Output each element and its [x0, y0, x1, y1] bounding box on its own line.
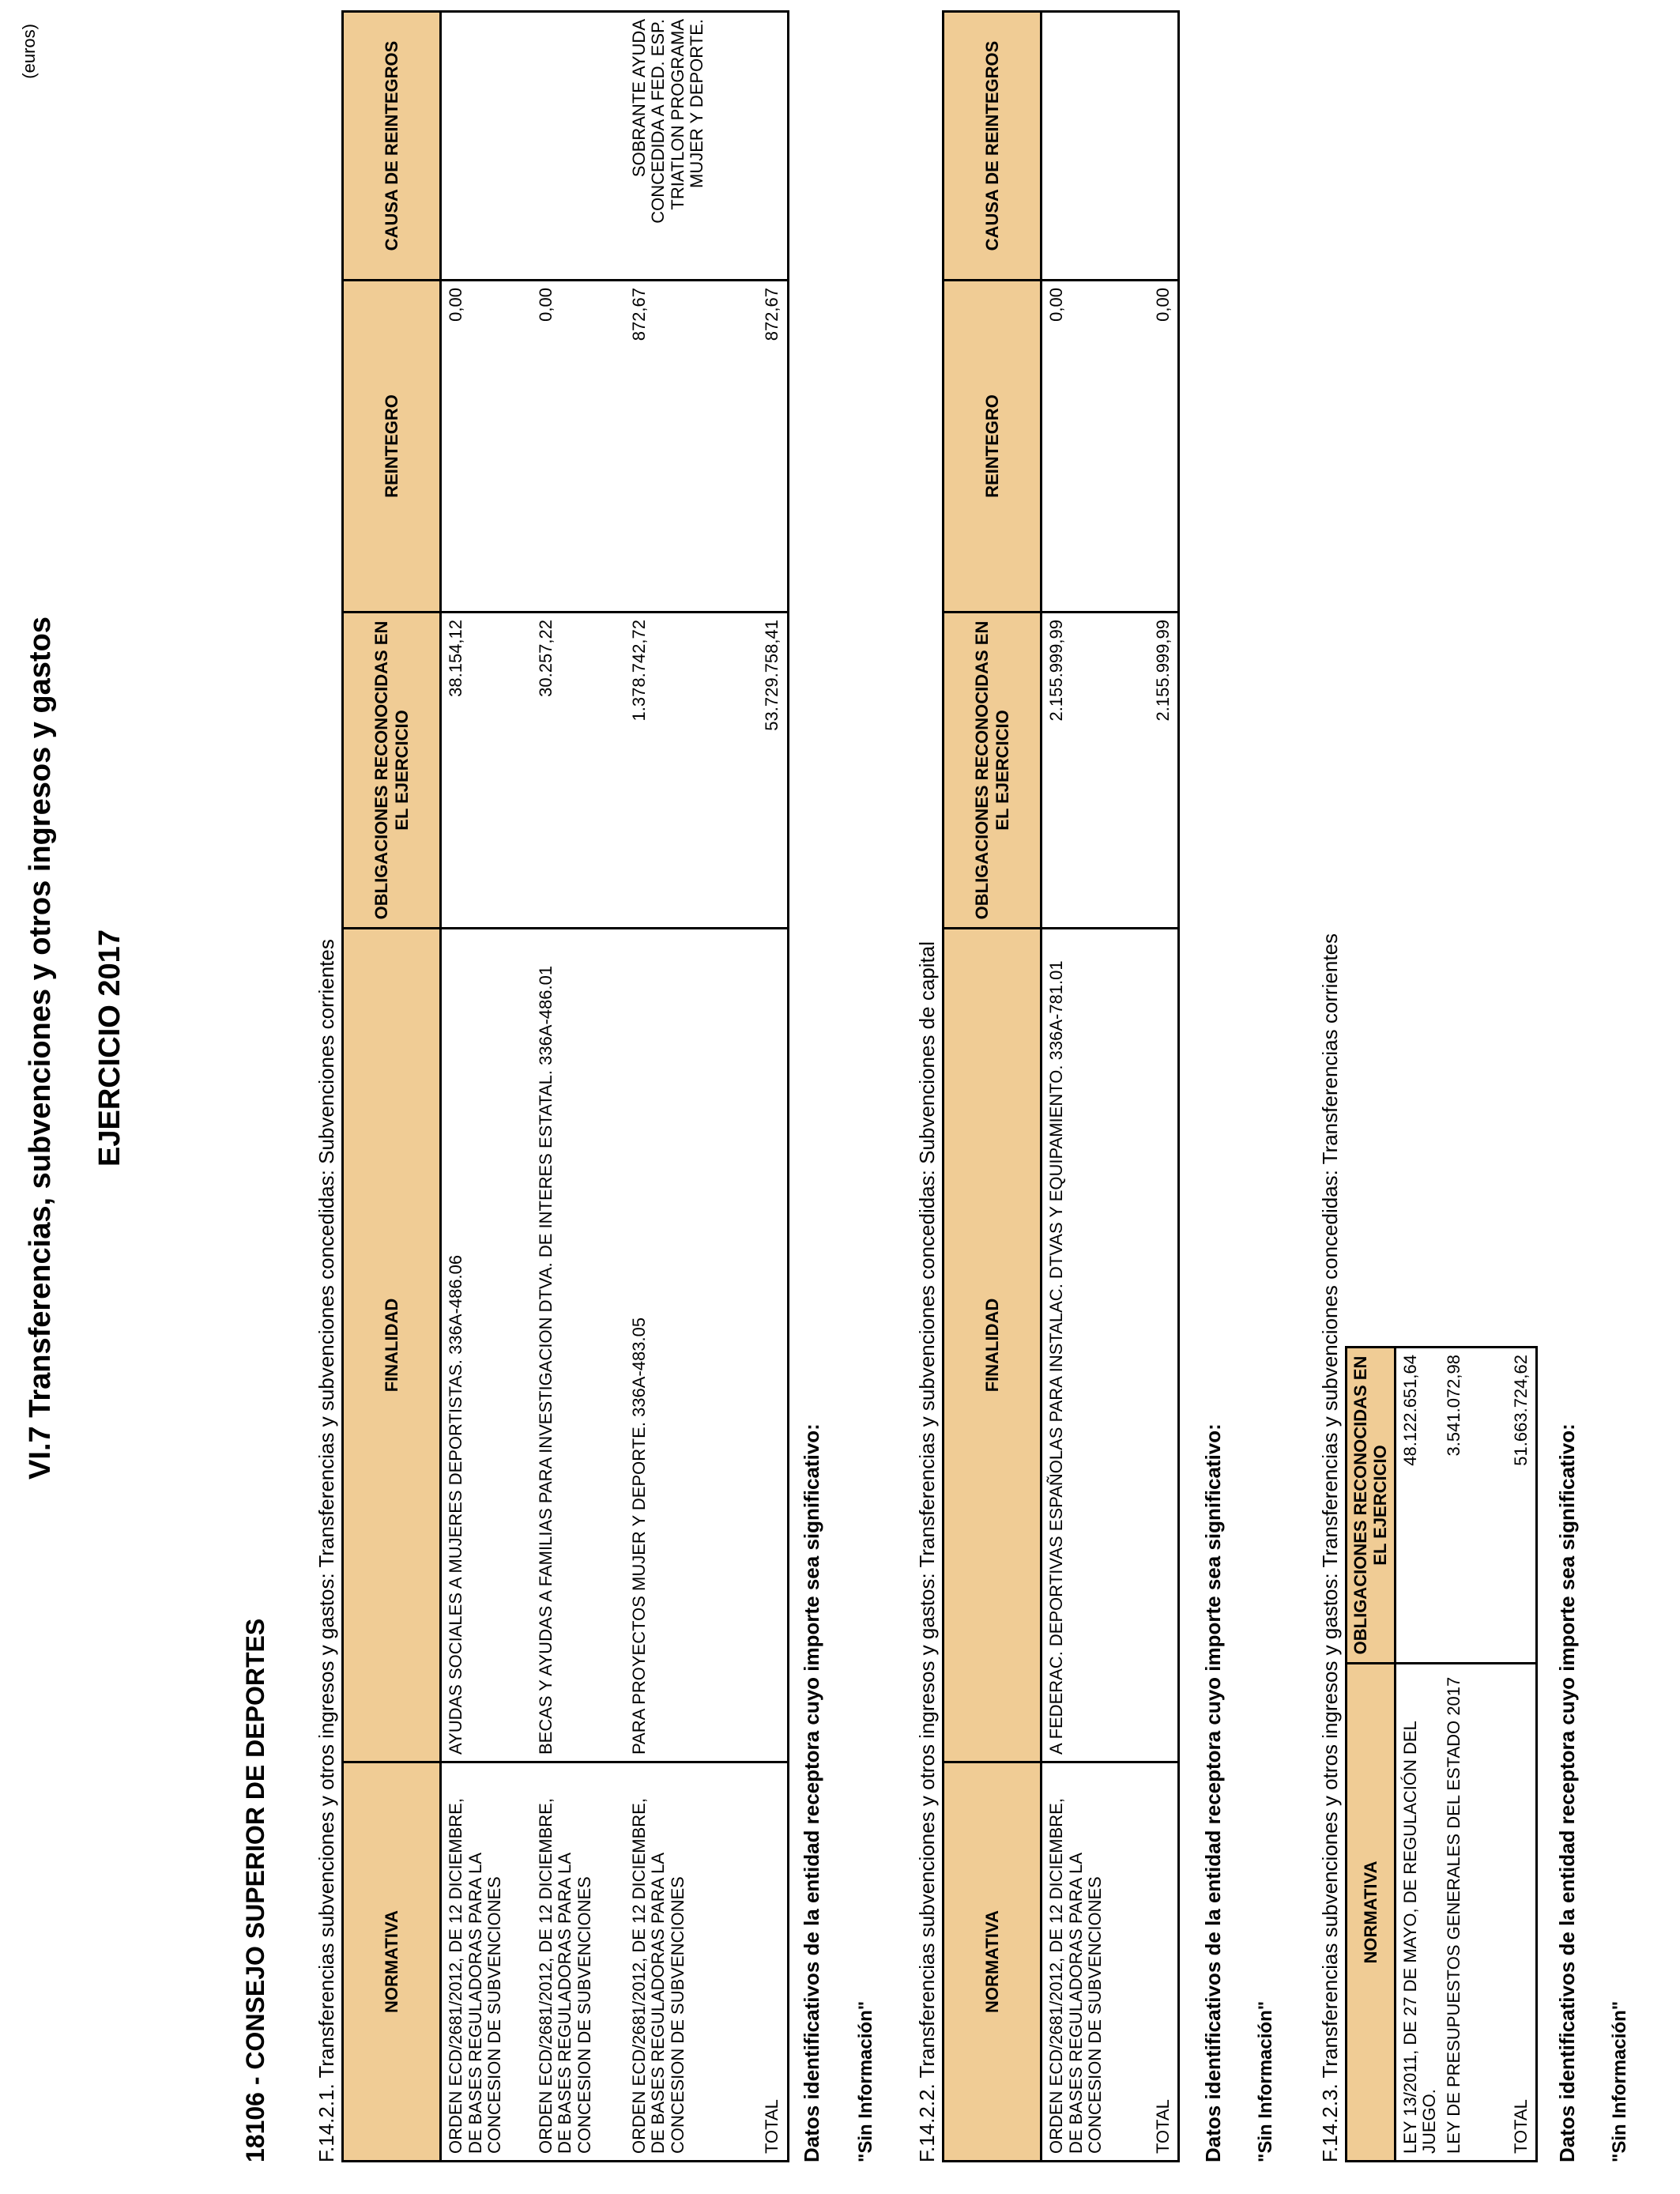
- cell-obligaciones: 1.378.742,72: [627, 613, 721, 929]
- table-row: [441, 12, 534, 2162]
- sin-informacion-3: "Sin Información": [1609, 2000, 1630, 2162]
- cell-finalidad: BECAS Y AYUDAS A FAMILIAS PARA INVESTIGACION DTVA. DE INTERES ESTATAL. 336A-486.01: [534, 929, 627, 1762]
- col-reintegro: REINTEGRO: [343, 281, 441, 613]
- table-row: [534, 12, 627, 2162]
- cell-reintegro: 872,67: [627, 281, 721, 613]
- cell-obligaciones: 2.155.999,99: [1042, 613, 1130, 929]
- col-finalidad: FINALIDAD: [944, 929, 1042, 1762]
- cell-reintegro: 0,00: [534, 281, 627, 613]
- col-causa: CAUSA DE REINTEGROS: [343, 12, 441, 281]
- cell-normativa: ORDEN ECD/2681/2012, DE 12 DICIEMBRE, DE BASES REGULADORAS PARA LA CONCESION DE SUBVENCIONES: [441, 1762, 534, 2162]
- total-obligaciones: 53.729.758,41: [721, 613, 789, 929]
- total-row: [721, 12, 789, 2162]
- cell-finalidad: A FEDERAC. DEPORTIVAS ESPAÑOLAS PARA INSTALAC. DTVAS Y EQUIPAMIENTO. 336A-781.01: [1042, 929, 1130, 1762]
- table-transferencias-corrientes: [1345, 1346, 1538, 2162]
- datos-label-1: Datos identificativos de la entidad receptora cuyo importe sea significativo:: [800, 1423, 823, 2162]
- sin-informacion-1: "Sin Información": [855, 2000, 876, 2162]
- datos-label-3: Datos identificativos de la entidad receptora cuyo importe sea significativo:: [1555, 1423, 1579, 2162]
- section-3-title: F.14.2.3. Transferencias subvenciones y otros ingresos y gastos: Transferencias y subvenciones concedidas: Transferencias corrientes: [1318, 933, 1342, 2162]
- cell-causa: [534, 12, 627, 281]
- cell-normativa: LEY DE PRESUPUESTOS GENERALES DEL ESTADO 2017: [1442, 1664, 1488, 2162]
- section-2-title: F.14.2.2. Transferencias subvenciones y otros ingresos y gastos: Transferencias y subvenciones concedidas: Subvenciones de capital: [915, 941, 939, 2162]
- col-reintegro: REINTEGRO: [944, 281, 1042, 613]
- cell-obligaciones: 30.257,22: [534, 613, 627, 929]
- cell-reintegro: 0,00: [1042, 281, 1130, 613]
- col-obligaciones: OBLIGACIONES RECONOCIDAS EN EL EJERCICIO: [944, 613, 1042, 929]
- datos-label-2: Datos identificativos de la entidad receptora cuyo importe sea significativo:: [1201, 1423, 1225, 2162]
- cell-normativa: ORDEN ECD/2681/2012, DE 12 DICIEMBRE, DE BASES REGULADORAS PARA LA CONCESION DE SUBVENCIONES: [627, 1762, 721, 2162]
- total-label: TOTAL: [1130, 1762, 1179, 2162]
- total-row: [1130, 12, 1179, 2162]
- cell-causa: [441, 12, 534, 281]
- table-row: [627, 12, 721, 2162]
- total-label: TOTAL: [721, 1762, 789, 2162]
- ejercicio-heading: EJERCICIO 2017: [93, 929, 126, 1167]
- organism-heading: 18106 - CONSEJO SUPERIOR DE DEPORTES: [241, 1618, 269, 2162]
- col-normativa: NORMATIVA: [343, 1762, 441, 2162]
- cell-normativa: ORDEN ECD/2681/2012, DE 12 DICIEMBRE, DE BASES REGULADORAS PARA LA CONCESION DE SUBVENCIONES: [534, 1762, 627, 2162]
- cell-normativa: LEY 13/2011, DE 27 DE MAYO, DE REGULACIÓN DEL JUEGO.: [1395, 1664, 1442, 2162]
- table-subvenciones-capital: [942, 10, 1180, 2162]
- table-row: [1395, 1348, 1442, 2162]
- total-obligaciones: 2.155.999,99: [1130, 613, 1179, 929]
- cell-finalidad: PARA PROYECTOS MUJER Y DEPORTE. 336A-483.05: [627, 929, 721, 1762]
- cell-causa: SOBRANTE AYUDA CONCEDIDA A FED. ESP. TRIATLON PROGRAMA MUJER Y DEPORTE.: [627, 12, 721, 281]
- col-obligaciones: OBLIGACIONES RECONOCIDAS EN EL EJERCICIO: [1347, 1348, 1396, 1664]
- cell-obligaciones: 3.541.072,98: [1442, 1348, 1488, 1664]
- cell-reintegro: 0,00: [441, 281, 534, 613]
- cell-normativa: ORDEN ECD/2681/2012, DE 12 DICIEMBRE, DE BASES REGULADORAS PARA LA CONCESION DE SUBVENCIONES: [1042, 1762, 1130, 2162]
- col-normativa: NORMATIVA: [1347, 1664, 1396, 2162]
- page-title: VI.7 Transferencias, subvenciones y otros ingresos y gastos: [24, 616, 57, 1480]
- sin-informacion-2: "Sin Información": [1255, 2000, 1276, 2162]
- table-row: [1442, 1348, 1488, 2162]
- total-obligaciones: 51.663.724,62: [1488, 1348, 1537, 1664]
- cell-causa: [1042, 12, 1130, 281]
- section-1-title: F.14.2.1. Transferencias subvenciones y otros ingresos y gastos: Transferencias y subvenciones concedidas: Subvenciones corrientes: [315, 939, 338, 2162]
- col-causa: CAUSA DE REINTEGROS: [944, 12, 1042, 281]
- total-reintegro: 0,00: [1130, 281, 1179, 613]
- col-normativa: NORMATIVA: [944, 1762, 1042, 2162]
- col-finalidad: FINALIDAD: [343, 929, 441, 1762]
- table-subvenciones-corrientes: [341, 10, 789, 2162]
- cell-obligaciones: 48.122.651,64: [1395, 1348, 1442, 1664]
- col-obligaciones: OBLIGACIONES RECONOCIDAS EN EL EJERCICIO: [343, 613, 441, 929]
- total-label: TOTAL: [1488, 1664, 1537, 2162]
- table-row: [1042, 12, 1130, 2162]
- cell-finalidad: AYUDAS SOCIALES A MUJERES DEPORTISTAS. 336A-486.06: [441, 929, 534, 1762]
- cell-obligaciones: 38.154,12: [441, 613, 534, 929]
- total-row: [1488, 1348, 1537, 2162]
- unit-label: (euros): [19, 24, 39, 79]
- total-reintegro: 872,67: [721, 281, 789, 613]
